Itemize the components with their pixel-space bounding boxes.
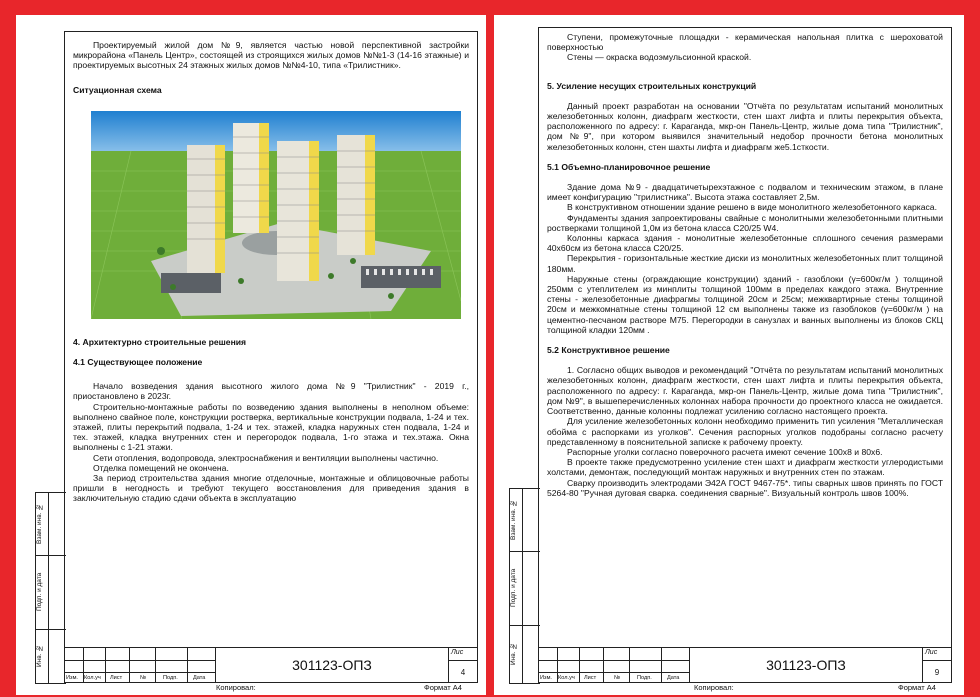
sheet-number-cell — [923, 648, 951, 682]
stamp-column-label: Дата — [667, 675, 680, 681]
body-paragraph: Перекрытия - горизонтальные жесткие диски из монолитных железобетонных плит толщиной 180мм. — [547, 253, 943, 274]
stamp-column-label: Дата — [193, 675, 206, 681]
section-4-1-heading: 4.1 Существующее положение — [73, 357, 203, 368]
side-stamp — [509, 488, 540, 684]
page-frame — [510, 27, 952, 683]
stamp-column-label: Кол.уч — [84, 675, 101, 681]
page-left — [16, 15, 486, 695]
page-frame — [36, 31, 478, 683]
body-paragraph: За период строительства здания многие отделочные, монтажные и облицовочные работы пришли в негодность и требуют текущего восстановления для приведения здания в заключительную стадию сдачи объекта в эксплуатацию — [73, 473, 469, 504]
page-content — [547, 32, 943, 498]
body-paragraph: Начало возведения здания высотного жилого дома №9 "Трилистник" - 2019 г., приостановлено в 2023г. — [73, 381, 469, 402]
body-paragraph: Фундаменты здания запроектированы свайные с монолитными железобетонными плитными ростверками толщиной 1,0м из бетона класса С20/25 W4. — [547, 212, 943, 233]
side-label: Подп. и дата — [36, 572, 43, 612]
section-5-1-heading: 5.1 Объемно-планировочное решение — [547, 161, 711, 172]
sheet-number: 4 — [460, 668, 466, 677]
side-label: Взам. инв. № — [510, 499, 517, 541]
side-stamp — [35, 492, 66, 684]
side-label: Взам. инв. № — [36, 503, 43, 545]
body-paragraph: Распорные уголки согласно поверочного расчета имеют сечение 100х8 и 80х6. — [567, 446, 883, 457]
title-block — [65, 647, 477, 682]
stamp-column-label: № — [140, 675, 147, 681]
sheet-number-cell — [449, 648, 477, 682]
body-paragraph: Наружные стены (ограждающие конструкции) зданий - газоблоки (γ=600кг/м ) толщиной 250мм с утеплителем из минплиты толщиной 100мм в пределах каждого этажа. Внутренние стены - железобетонные диафрагмы толщиной 20см и 25см; межквартирные стены толщиной 20см и межкомнатные стены толщиной 12 см выполнены также из газоблоков (γ=600кг/м ) на цементно-песчаном растворе М75. Перегородки в санузлах и ванных выполнены из блоков СКЦ толщиной кладки 120мм . — [547, 273, 943, 335]
intro-paragraph: Проектируемый жилой дом №9, является частью новой перспективной застройки микрорайона «Панель Центр», состоящей из строящихся жилых домов №№1-3 (14-16 этажные) и проектируемых высотных 24 этажных жилых домов №№4-10, типа «Трилистник». — [73, 40, 469, 71]
body-paragraph: Колонны каркаса здания - монолитные железобетонные сплошного сечения размерами 40х60см из бетона класса С20/25. — [547, 233, 943, 254]
copied-label: Копировал: — [216, 683, 256, 692]
format-label: Формат А4 — [898, 683, 936, 692]
stamp-column-label: Кол.уч — [558, 675, 575, 681]
document-code: 301123-ОПЗ — [215, 648, 449, 682]
sheet-number: 9 — [934, 668, 940, 677]
title-block — [539, 647, 951, 682]
copied-label: Копировал: — [694, 683, 734, 692]
section-4-heading: 4. Архитектурно строительные решения — [73, 336, 247, 347]
body-paragraph: Отделка помещений не окончена. — [93, 462, 229, 473]
stamp-column-label: Изм. — [540, 675, 552, 681]
document-code: 301123-ОПЗ — [689, 648, 923, 682]
body-paragraph: Ступени, промежуточные площадки - керамическая напольная плитка с шероховатой поверхностью — [547, 32, 943, 53]
stamp-column-label: Подп. — [637, 675, 652, 681]
side-label: Инв. № — [36, 644, 43, 668]
situation-scheme-image — [91, 111, 461, 319]
body-paragraph: Строительно-монтажные работы по возведению здания выполнены в неполном объеме: выполнено свайное поле, конструкции ростверка, вертикальные конструкции подвала, 1-24 и тех. этажей, плиты перекрытий подвала, 1-24 и тех. этажей, кладка наружных стен подвала, 1-24 и тех. этажей, кладка внутренних стен и перегородок подвала, 1-го этажа и тех.этажа. Окна выполнены с 1-21 этажи. — [73, 401, 469, 453]
body-paragraph: Для усиление железобетонных колонн необходимо применить тип усиления "Металлическая обойма с распорками из уголков". Сечения распорных уголков подобраны согласно расчету представленному в пояснительной записке к рабочему проекту. — [547, 416, 943, 447]
stamp-column-label: Изм. — [66, 675, 78, 681]
side-label: Подп. и дата — [510, 568, 517, 608]
stamp-column-label: № — [614, 675, 621, 681]
sheet-label: Лис — [451, 649, 464, 656]
page-right — [494, 15, 964, 695]
section-5-2-heading: 5.2 Конструктивное решение — [547, 345, 670, 356]
side-label: Инв. № — [510, 642, 517, 666]
body-paragraph: Стены — окраска водоэмульсионной краской. — [567, 52, 752, 63]
body-paragraph: Сети отопления, водопровода, электроснабжения и вентиляции выполнены частично. — [93, 452, 439, 463]
sheet-label: Лис — [925, 649, 938, 656]
body-paragraph: Данный проект разработан на основании "Отчёта по результатам испытаний монолитных железобетонных колонн, диафрагм жесткости, стен шахт лифта и плиты перекрытия объекта, расположенного по адресу: г. Караганда, мкр-он Панель-Центр, жилые дома типа "Трилистник", дом №9", при котором выявился значительный недобор прочности бетона монолитных железобетонных колонн, стен шахты лифта и диафрагм же5.1сткости. — [547, 100, 943, 152]
section-5-heading: 5. Усиление несущих строительных конструкций — [547, 80, 757, 91]
situation-heading: Ситуационная схема — [73, 84, 162, 95]
stamp-column-label: Лист — [110, 675, 123, 681]
stamp-column-label: Подп. — [163, 675, 178, 681]
body-paragraph: В проекте также предусмотренно усиление стен шахт и диафрагм жесткости углеродистыми холстами, демонтаж, последующий монтаж наружных и внутренних стен по этажам. — [547, 457, 943, 478]
body-paragraph: В конструктивном отношении здание решено в виде монолитного железобетонного каркаса. — [567, 202, 937, 213]
format-label: Формат А4 — [424, 683, 462, 692]
site-render-illustration — [91, 111, 461, 319]
page-content — [73, 40, 469, 504]
body-paragraph: 1. Согласно общих выводов и рекомендаций "Отчёта по результатам испытаний монолитных железобетонных колонн, диафрагм жесткости, стен шахт лифта и плиты перекрытия объекта, расположенного по адресу: г. Караганда, мкр-он Панель-Центр, жилые дома типа "Трилистник", дом №9", в вышеперечисленных колоннах набора прочности до проектного класса не ожидается. Соответственно, данные колонны подлежат усилению согласно настоящего проекта. — [547, 365, 943, 417]
body-paragraph: Сварку производить электродами Э42А ГОСТ 9467-75*. типы сварных швов принять по ГОСТ 5264-80 "Ручная дуговая сварка. соединения сварные". Визуальный контроль швов 100%. — [547, 477, 943, 498]
stamp-column-label: Лист — [584, 675, 597, 681]
body-paragraph: Здание дома №9 - двадцатичетырехэтажное с подвалом и техническим этажом, в плане имеет конфигурацию "трилистника". Высота этажа составляет 2,5м. — [547, 182, 943, 203]
